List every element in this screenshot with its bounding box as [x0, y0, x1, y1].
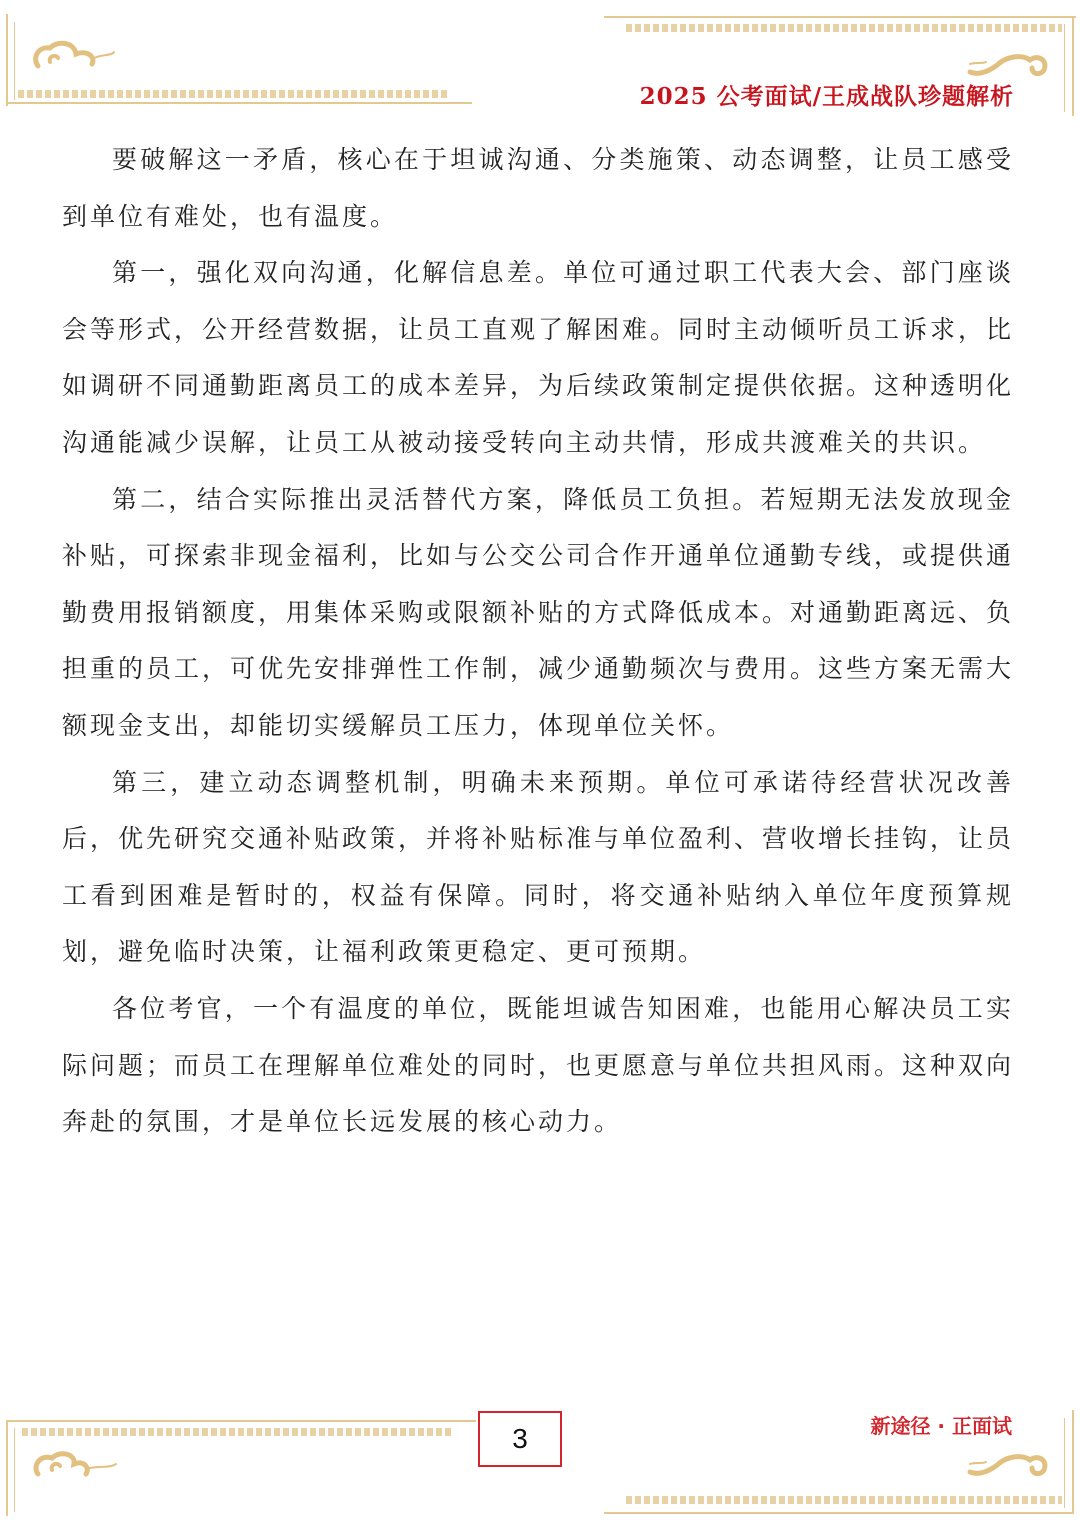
bottom-left-meander-border — [22, 1428, 452, 1436]
paragraph: 第一，强化双向沟通，化解信息差。单位可通过职工代表大会、部门座谈会等形式，公开经营数据，让员工直观了解困难。同时主动倾听员工诉求，比如调研不同通勤距离员工的成本差异，为后续政策制定提供依据。这种透明化沟通能减少误解，让员工从被动接受转向主动共情，形成共渡难关的共识。 — [62, 258, 1015, 457]
top-left-frame-vertical — [6, 14, 8, 106]
cloud-ornament-icon — [966, 46, 1050, 82]
paragraph: 要破解这一矛盾，核心在于坦诚沟通、分类施策、动态调整，让员工感受到单位有难处，也有温度。 — [62, 145, 1014, 231]
paragraph: 第三，建立动态调整机制，明确未来预期。单位可承诺待经营状况改善后，优先研究交通补贴政策，并将补贴标准与单位盈利、营收增长挂钩，让员工看到困难是暂时的，权益有保障。同时，将交通补贴纳入单位年度预算规划，避免临时决策，让福利政策更稳定、更可预期。 — [62, 767, 1015, 967]
footer-slogan: 新途径 · 正面试 — [870, 1414, 1012, 1438]
top-right-meander-border — [626, 24, 1062, 32]
bottom-left-frame-line — [6, 1420, 476, 1422]
cloud-ornament-icon — [28, 36, 118, 80]
bottom-right-frame-line — [604, 1512, 1074, 1514]
bottom-right-meander-border — [626, 1496, 1062, 1504]
top-left-frame-line — [6, 102, 472, 104]
header-title: 2025 公考面试/王成战队珍题解析 — [639, 83, 1014, 110]
document-body — [62, 132, 1014, 1151]
top-right-frame-vertical — [1072, 16, 1074, 116]
top-left-frame-vertical-inner — [14, 22, 15, 100]
bottom-left-frame-vertical-inner — [14, 1428, 15, 1512]
bottom-right-frame-vertical — [1072, 1410, 1074, 1514]
paragraph: 第二，结合实际推出灵活替代方案，降低员工负担。若短期无法发放现金补贴，可探索非现金福利，比如与公交公司合作开通单位通勤专线，或提供通勤费用报销额度，用集体采购或限额补贴的方式降低成本。对通勤距离远、负担重的员工，可优先安排弹性工作制，减少通勤频次与费用。这些方案无需大额现金支出，却能切实缓解员工压力，体现单位关怀。 — [62, 484, 1015, 740]
cloud-ornament-icon — [28, 1448, 118, 1488]
top-right-frame-vertical-inner — [1064, 24, 1065, 112]
top-right-frame-line — [604, 16, 1076, 18]
bottom-left-frame-vertical — [6, 1420, 8, 1516]
page-number: 3 — [478, 1411, 562, 1467]
paragraph: 各位考官，一个有温度的单位，既能坦诚告知困难，也能用心解决员工实际问题；而员工在理解单位难处的同时，也更愿意与单位共担风雨。这种双向奔赴的氛围，才是单位长远发展的核心动力。 — [62, 993, 1015, 1137]
bottom-right-frame-vertical-inner — [1064, 1418, 1065, 1508]
top-left-meander-border — [18, 90, 448, 98]
cloud-ornament-icon — [966, 1446, 1050, 1482]
